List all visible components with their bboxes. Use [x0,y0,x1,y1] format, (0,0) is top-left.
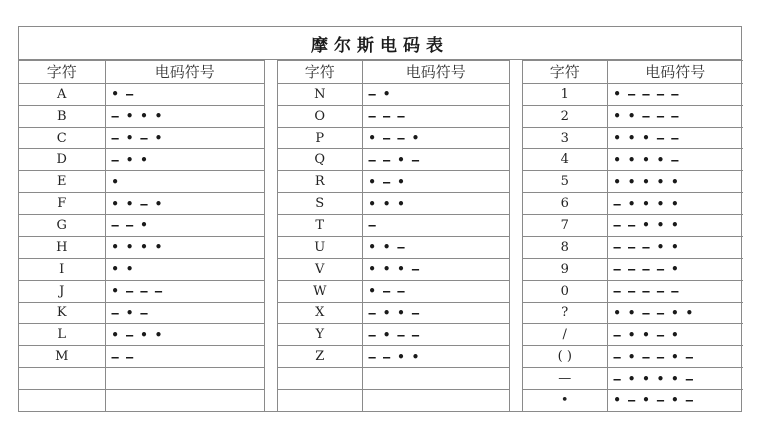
morse-cell: • • • — [362,258,509,280]
table-row [278,258,509,280]
table-panel-1 [19,60,264,411]
table-row [19,389,264,411]
header-code: 电码符号 [362,61,509,84]
header-code: 电码符号 [105,61,264,84]
char-cell: A [19,83,105,105]
header-row [278,61,509,84]
char-cell: D [19,149,105,171]
morse-cell [105,389,264,411]
char-cell: X [278,302,362,324]
char-cell: 8 [523,236,607,258]
char-cell: K [19,302,105,324]
header-char: 字符 [19,61,105,84]
char-cell: U [278,236,362,258]
table-row [523,171,743,193]
char-cell: O [278,105,362,127]
table-row [19,171,264,193]
char-cell: P [278,127,362,149]
morse-cell: • • — — • • [607,302,743,324]
table-row [19,346,264,368]
morse-cell [362,368,509,390]
char-cell: ? [523,302,607,324]
morse-cell: • — — • [362,127,509,149]
morse-cell: — • • • • [607,193,743,215]
table-row [278,368,509,390]
char-cell: E [19,171,105,193]
table-row [278,127,509,149]
char-cell: M [19,346,105,368]
morse-cell: • • • • [105,236,264,258]
table-row [523,149,743,171]
morse-code-table [18,26,742,412]
table-row [523,324,743,346]
morse-cell: • — — — [105,280,264,302]
morse-cell: — • • • [105,105,264,127]
table-row [19,258,264,280]
table-row [19,215,264,237]
table-row [523,83,743,105]
table-row [19,236,264,258]
header-row [523,61,743,84]
morse-cell: • • — [362,236,509,258]
table-row [523,368,743,390]
table-panel-2 [278,60,509,411]
morse-cell: — • • • • — [607,368,743,390]
table-row [19,324,264,346]
morse-cell: • • • • • [607,171,743,193]
table-row [278,280,509,302]
table-row [19,83,264,105]
char-cell: S [278,193,362,215]
char-cell: 7 [523,215,607,237]
morse-cell: — — • [105,215,264,237]
table-row [278,105,509,127]
char-cell: J [19,280,105,302]
table-row [523,193,743,215]
table-row [278,83,509,105]
char-cell: • [523,389,607,411]
header-row [19,61,264,84]
table-row [523,346,743,368]
morse-cell: — — — — • [607,258,743,280]
char-cell: 3 [523,127,607,149]
char-cell: Z [278,346,362,368]
table-row [278,149,509,171]
morse-cell: • [105,171,264,193]
table-row [523,389,743,411]
header-char: 字符 [523,61,607,84]
morse-cell: — [362,215,509,237]
morse-cell: — • • — [362,302,509,324]
char-cell [278,368,362,390]
char-cell: B [19,105,105,127]
table-row [19,302,264,324]
char-cell: R [278,171,362,193]
table-row [278,171,509,193]
table-row [278,324,509,346]
table-row [523,236,743,258]
char-cell [19,389,105,411]
char-cell: 0 [523,280,607,302]
table-row [278,236,509,258]
char-cell: — [523,368,607,390]
char-cell: Q [278,149,362,171]
morse-cell: — • • — • [607,324,743,346]
table-row [19,368,264,390]
morse-cell: — • — — • — [607,346,743,368]
char-cell: / [523,324,607,346]
morse-cell [362,389,509,411]
morse-cell: • • — • [105,193,264,215]
morse-cell: • • • • — [607,149,743,171]
morse-cell: • — • • [105,324,264,346]
char-cell: Y [278,324,362,346]
code-table [523,60,743,411]
morse-cell: — — — • • [607,236,743,258]
char-cell: T [278,215,362,237]
table-row [278,215,509,237]
table-row [523,215,743,237]
char-cell: 9 [523,258,607,280]
morse-cell: — • • [105,149,264,171]
header-code: 电码符号 [607,61,743,84]
char-cell: G [19,215,105,237]
morse-cell: — • — [105,302,264,324]
morse-cell: • — [105,83,264,105]
morse-cell: — — • • • [607,215,743,237]
morse-cell: — — • — [362,149,509,171]
table-panels [19,60,741,411]
morse-cell: • — • — • — [607,389,743,411]
morse-cell: • — — — — [607,83,743,105]
morse-cell: • — • [362,171,509,193]
morse-cell: — — • • [362,346,509,368]
code-table [278,60,509,411]
table-row [278,193,509,215]
morse-cell: • • • [362,193,509,215]
table-row [19,127,264,149]
table-row [278,346,509,368]
char-cell: 4 [523,149,607,171]
header-char: 字符 [278,61,362,84]
char-cell: F [19,193,105,215]
char-cell [278,389,362,411]
morse-cell: — • — • [105,127,264,149]
morse-cell: — • [362,83,509,105]
char-cell: 5 [523,171,607,193]
table-title: 摩尔斯电码表 [19,27,741,60]
table-row [523,302,743,324]
table-row [523,258,743,280]
char-cell: L [19,324,105,346]
code-table [19,60,264,411]
char-cell: ( ) [523,346,607,368]
char-cell: N [278,83,362,105]
char-cell: 6 [523,193,607,215]
table-panel-3 [523,60,743,411]
morse-cell: • — — [362,280,509,302]
char-cell: H [19,236,105,258]
panel-gap [264,60,278,411]
morse-cell: • • [105,258,264,280]
morse-cell: • • • — — [607,127,743,149]
panel-gap [509,60,523,411]
morse-cell: — — [105,346,264,368]
morse-cell [105,368,264,390]
morse-cell: • • — — — [607,105,743,127]
char-cell: 1 [523,83,607,105]
table-row [278,302,509,324]
table-row [523,105,743,127]
table-row [19,105,264,127]
char-cell [19,368,105,390]
table-row [19,149,264,171]
table-row [523,127,743,149]
table-row [523,280,743,302]
morse-cell: — • — — [362,324,509,346]
char-cell: 2 [523,105,607,127]
char-cell: I [19,258,105,280]
morse-cell: — — — [362,105,509,127]
morse-cell: — — — — — [607,280,743,302]
char-cell: W [278,280,362,302]
table-row [19,280,264,302]
char-cell: C [19,127,105,149]
table-row [19,193,264,215]
char-cell: V [278,258,362,280]
table-row [278,389,509,411]
